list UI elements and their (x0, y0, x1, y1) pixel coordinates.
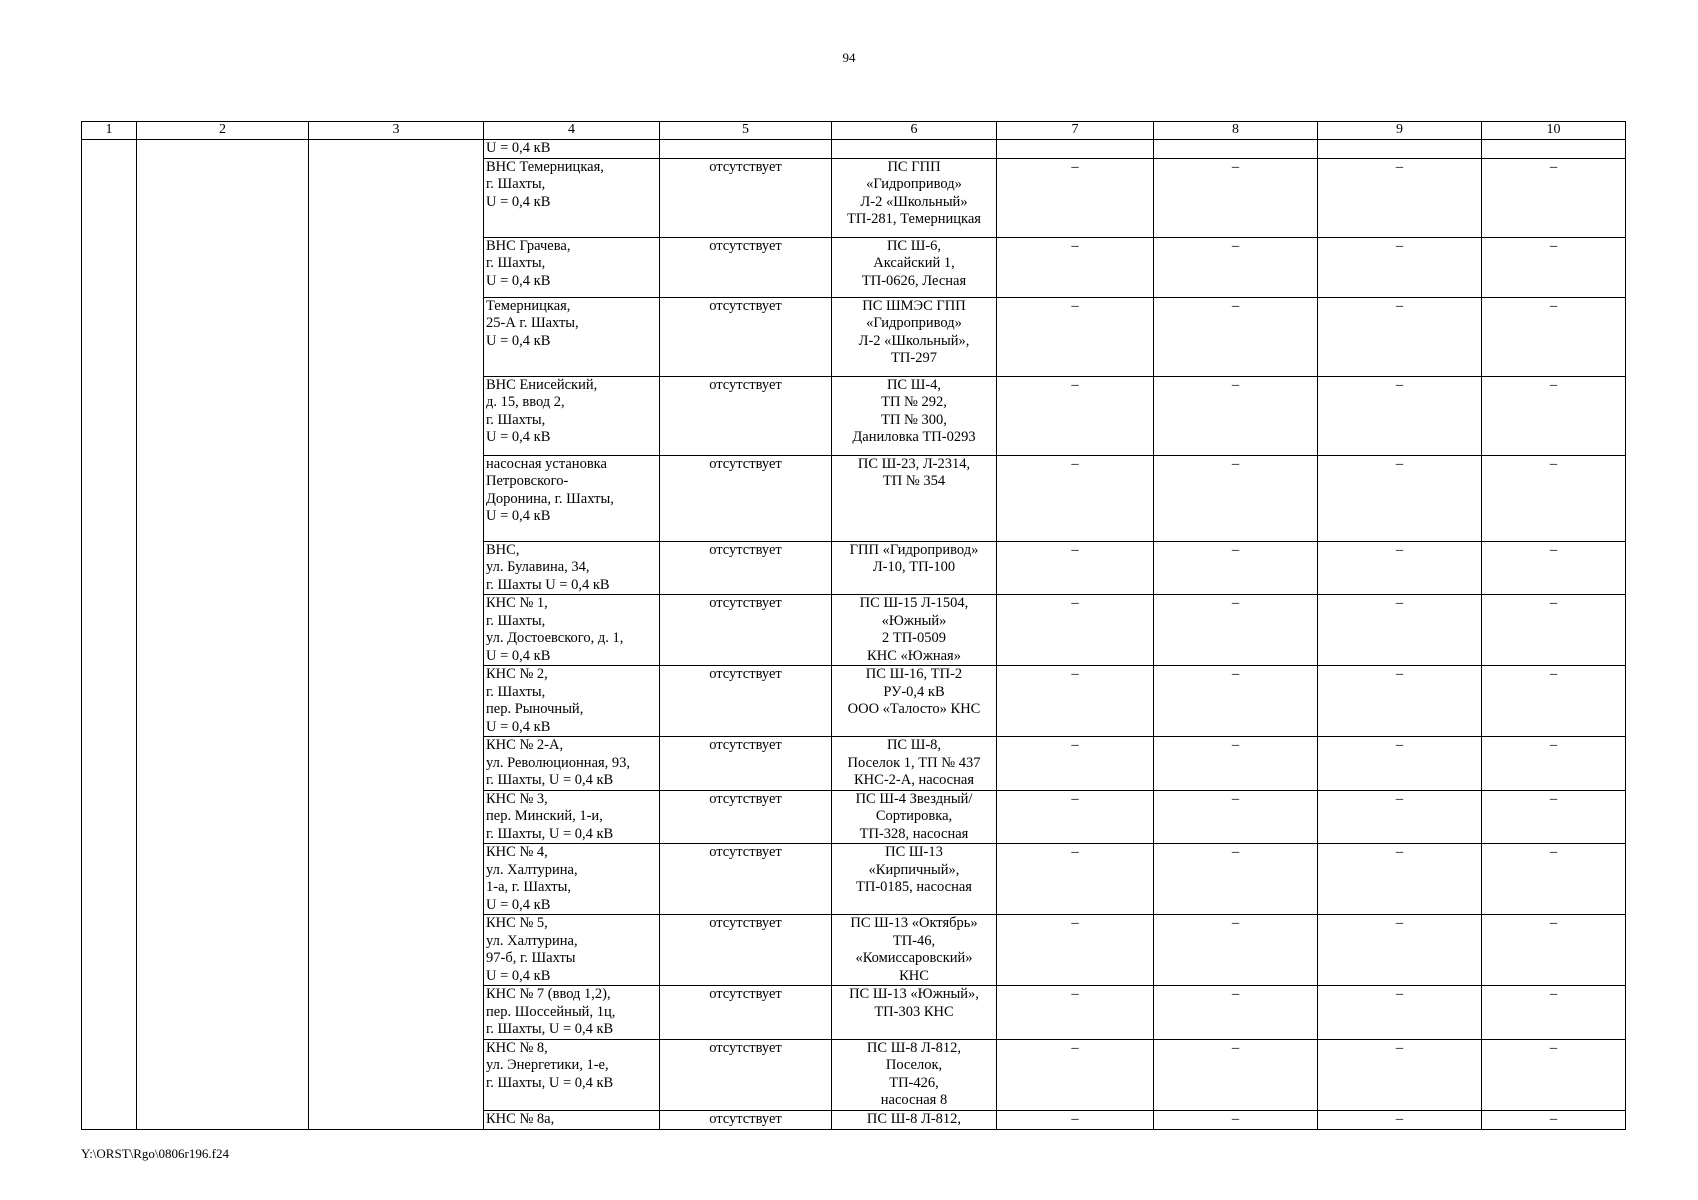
dash-cell-col-9: – (1318, 237, 1482, 297)
substation-cell (832, 541, 997, 595)
dash-cell-col-10: – (1482, 844, 1626, 915)
empty-cell (309, 541, 484, 595)
dash-cell-col-7: – (997, 595, 1154, 666)
empty-cell (82, 595, 137, 666)
substation-cell (832, 376, 997, 455)
substation-line: ПС ГПП (887, 158, 941, 175)
substation-line: Поселок, (885, 1057, 943, 1073)
substation-cell (832, 297, 997, 376)
facility-line: U = 0,4 кВ (486, 896, 551, 913)
facility-line: ВНС, (486, 541, 520, 558)
header-col-2: 2 (137, 122, 309, 140)
table-header-row (82, 122, 1626, 140)
facility-cell (484, 666, 660, 737)
facility-line: ул. Энергетики, 1-е, (486, 1057, 609, 1073)
dash-cell-col-9: – (1318, 1110, 1482, 1129)
header-col-9: 9 (1318, 122, 1482, 140)
facility-cell (484, 1039, 660, 1110)
dash-cell-col-10: – (1482, 915, 1626, 986)
empty-cell (137, 666, 309, 737)
facility-line: 1-а, г. Шахты, (486, 879, 571, 895)
dash-cell-col-10: – (1482, 541, 1626, 595)
empty-cell (309, 1039, 484, 1110)
substation-line: насосная 8 (880, 1092, 948, 1108)
empty-cell (137, 1039, 309, 1110)
facility-cell (484, 790, 660, 844)
dash-cell-col-9: – (1318, 790, 1482, 844)
dash-cell-col-9 (1318, 140, 1482, 159)
facility-line: г. Шахты, (486, 683, 546, 700)
dash-cell-col-7: – (997, 455, 1154, 541)
facility-cell (484, 237, 660, 297)
dash-cell-col-9: – (1318, 297, 1482, 376)
facility-cell (484, 158, 660, 237)
empty-cell (82, 737, 137, 791)
substation-line: ТП-46, (892, 932, 936, 949)
facility-line: пер. Шоссейный, 1ц, (486, 1003, 616, 1020)
substation-cell (832, 158, 997, 237)
empty-cell (82, 1039, 137, 1110)
substation-line: ГПП «Гидропривод» (849, 541, 979, 558)
facility-line: ул. Халтурина, (486, 932, 578, 949)
facility-line: U = 0,4 кВ (486, 429, 551, 445)
substation-line: ТП-0185, насосная (856, 879, 972, 895)
dash-cell-col-9: – (1318, 541, 1482, 595)
header-col-6: 6 (832, 122, 997, 140)
status-cell: отсутствует (660, 844, 832, 915)
substation-line: ПС Ш-13 «Октябрь» (850, 915, 978, 931)
header-col-10: 10 (1482, 122, 1626, 140)
facility-line: г. Шахты, U = 0,4 кВ (486, 772, 614, 788)
facility-line: ВНС Грачева, (486, 237, 571, 254)
substation-line: ПС Ш-13 «Южный», (849, 986, 979, 1002)
facility-line: U = 0,4 кВ (486, 332, 551, 349)
dash-cell-col-10: – (1482, 237, 1626, 297)
substation-line: Л-2 «Школьный», (858, 332, 970, 349)
empty-cell (82, 790, 137, 844)
substation-line: ТП-0626, Лесная (861, 272, 967, 289)
substation-line: ООО «Талосто» КНС (847, 701, 981, 717)
dash-cell-col-10: – (1482, 595, 1626, 666)
substation-line: ТП-328, насосная (859, 825, 969, 842)
document-table (81, 121, 1626, 1130)
facility-cell (484, 376, 660, 455)
substation-line: КНС «Южная» (867, 647, 961, 664)
table-row (82, 790, 1626, 844)
facility-line: Петровского- (486, 473, 569, 489)
empty-cell (137, 297, 309, 376)
status-cell: отсутствует (660, 986, 832, 1040)
empty-cell (137, 915, 309, 986)
facility-line: г. Шахты, (486, 411, 546, 428)
dash-cell-col-8: – (1154, 455, 1318, 541)
empty-cell (137, 140, 309, 159)
facility-line: г. Шахты, U = 0,4 кВ (486, 825, 614, 842)
dash-cell-col-7: – (997, 158, 1154, 237)
empty-cell (82, 455, 137, 541)
substation-line: ПС Ш-23, Л-2314, (857, 455, 971, 472)
substation-line: ПС Ш-4, (886, 376, 942, 393)
empty-cell (137, 595, 309, 666)
table-row (82, 915, 1626, 986)
substation-line: ТП № 300, (881, 411, 947, 428)
facility-cell (484, 455, 660, 541)
dash-cell-col-9: – (1318, 666, 1482, 737)
dash-cell-col-10: – (1482, 297, 1626, 376)
facility-cell (484, 915, 660, 986)
facility-cell (484, 737, 660, 791)
empty-cell (82, 1110, 137, 1129)
dash-cell-col-9: – (1318, 1039, 1482, 1110)
empty-cell (137, 455, 309, 541)
dash-cell-col-8: – (1154, 986, 1318, 1040)
facility-line: U = 0,4 кВ (486, 718, 551, 735)
substation-line: Поселок 1, ТП № 437 (847, 754, 981, 771)
dash-cell-col-7: – (997, 1039, 1154, 1110)
substation-line: КНС-2-А, насосная (854, 772, 974, 788)
dash-cell-col-8: – (1154, 158, 1318, 237)
facility-line: U = 0,4 кВ (486, 967, 551, 984)
dash-cell-col-9: – (1318, 376, 1482, 455)
dash-cell-col-7: – (997, 297, 1154, 376)
empty-cell (137, 790, 309, 844)
substation-line: Л-2 «Школьный» (860, 193, 968, 210)
facility-cell (484, 1110, 660, 1129)
substation-line: ПС Ш-15 Л-1504, (859, 595, 969, 611)
substation-cell (832, 455, 997, 541)
dash-cell-col-9: – (1318, 737, 1482, 791)
header-col-7: 7 (997, 122, 1154, 140)
facility-line: Доронина, г. Шахты, (486, 490, 614, 507)
empty-cell (82, 140, 137, 159)
empty-cell (82, 986, 137, 1040)
table-row (82, 666, 1626, 737)
dash-cell-col-10: – (1482, 986, 1626, 1040)
header-col-1: 1 (82, 122, 137, 140)
facility-line: ул. Халтурина, (486, 861, 578, 878)
substation-line: «Кирпичный», (868, 861, 960, 878)
status-cell: отсутствует (660, 158, 832, 237)
dash-cell-col-7: – (997, 376, 1154, 455)
facility-line: ул. Булавина, 34, (486, 559, 590, 575)
empty-cell (309, 1110, 484, 1129)
empty-cell (137, 1110, 309, 1129)
facility-line: КНС № 7 (ввод 1,2), (486, 986, 611, 1002)
dash-cell-col-7: – (997, 844, 1154, 915)
dash-cell-col-7 (997, 140, 1154, 159)
substation-line: ПС ШМЭС ГПП (862, 297, 966, 314)
dash-cell-col-10: – (1482, 737, 1626, 791)
dash-cell-col-8: – (1154, 666, 1318, 737)
facility-line: КНС № 4, (486, 844, 548, 860)
empty-cell (309, 915, 484, 986)
table-row (82, 595, 1626, 666)
dash-cell-col-9: – (1318, 158, 1482, 237)
facility-line: КНС № 1, (486, 595, 548, 611)
status-cell: отсутствует (660, 237, 832, 297)
substation-line: «Гидропривод» (866, 315, 962, 331)
empty-cell (82, 541, 137, 595)
empty-cell (137, 237, 309, 297)
status-cell: отсутствует (660, 1110, 832, 1129)
dash-cell-col-8: – (1154, 790, 1318, 844)
empty-cell (309, 666, 484, 737)
table-row (82, 1110, 1626, 1129)
empty-cell (82, 666, 137, 737)
facility-line: КНС № 8, (486, 1039, 548, 1056)
substation-line: ТП № 354 (882, 473, 946, 489)
dash-cell-col-9: – (1318, 844, 1482, 915)
table-row (82, 297, 1626, 376)
dash-cell-col-10: – (1482, 1039, 1626, 1110)
dash-cell-col-8: – (1154, 737, 1318, 791)
substation-line: КНС (899, 967, 929, 984)
dash-cell-col-8: – (1154, 376, 1318, 455)
empty-cell (82, 844, 137, 915)
facility-cell (484, 595, 660, 666)
status-cell: отсутствует (660, 1039, 832, 1110)
facility-line: U = 0,4 кВ (486, 647, 551, 664)
substation-cell (832, 986, 997, 1040)
table-row (82, 737, 1626, 791)
facility-line: пер. Рыночный, (486, 701, 584, 717)
empty-cell (309, 986, 484, 1040)
status-cell: отсутствует (660, 541, 832, 595)
substation-line: ТП-303 КНС (874, 1003, 954, 1020)
status-cell: отсутствует (660, 737, 832, 791)
dash-cell-col-7: – (997, 541, 1154, 595)
dash-cell-col-10: – (1482, 790, 1626, 844)
status-cell: отсутствует (660, 790, 832, 844)
dash-cell-col-7: – (997, 790, 1154, 844)
dash-cell-col-7: – (997, 237, 1154, 297)
substation-line: ПС Ш-16, ТП-2 (865, 666, 963, 682)
substation-line: ПС Ш-8, (886, 737, 942, 753)
dash-cell-col-7: – (997, 666, 1154, 737)
table-row (82, 237, 1626, 297)
table-row (82, 140, 1626, 159)
facility-line: КНС № 2-А, (486, 737, 564, 753)
facility-line: КНС № 2, (486, 666, 548, 682)
table-row (82, 1039, 1626, 1110)
substation-line: 2 ТП-0509 (881, 630, 947, 646)
substation-line: Аксайский 1, (873, 255, 955, 271)
facility-cell (484, 844, 660, 915)
substation-line: ТП-426, (889, 1074, 939, 1091)
facility-line: г. Шахты, (486, 176, 546, 192)
substation-line: Даниловка ТП-0293 (852, 429, 976, 445)
empty-cell (309, 737, 484, 791)
table-row (82, 986, 1626, 1040)
header-col-3: 3 (309, 122, 484, 140)
facility-line: U = 0,4 кВ (486, 508, 551, 524)
status-cell: отсутствует (660, 455, 832, 541)
dash-cell-col-8: – (1154, 844, 1318, 915)
empty-cell (82, 158, 137, 237)
status-cell: отсутствует (660, 915, 832, 986)
dash-cell-col-9: – (1318, 455, 1482, 541)
facility-cell (484, 140, 660, 159)
facility-line: ул. Достоевского, д. 1, (486, 630, 624, 646)
header-col-5: 5 (660, 122, 832, 140)
dash-cell-col-7: – (997, 915, 1154, 986)
substation-line: «Гидропривод» (866, 176, 962, 192)
facility-line: 25-А г. Шахты, (486, 315, 579, 331)
status-cell: отсутствует (660, 595, 832, 666)
facility-line: ВНС Енисейский, (486, 376, 598, 393)
substation-line: ПС Ш-4 Звездный/ (855, 790, 973, 807)
empty-cell (137, 986, 309, 1040)
substation-cell (832, 737, 997, 791)
substation-cell (832, 844, 997, 915)
substation-line: РУ-0,4 кВ (883, 683, 945, 700)
facility-line: U = 0,4 кВ (486, 140, 551, 156)
dash-cell-col-10: – (1482, 376, 1626, 455)
dash-cell-col-8: – (1154, 541, 1318, 595)
header-col-8: 8 (1154, 122, 1318, 140)
substation-cell (832, 595, 997, 666)
substation-line: ТП-297 (891, 350, 937, 366)
dash-cell-col-7: – (997, 737, 1154, 791)
facility-cell (484, 541, 660, 595)
empty-cell (309, 158, 484, 237)
dash-cell-col-8: – (1154, 595, 1318, 666)
substation-line: ТП № 292, (881, 394, 947, 410)
facility-line: 97-б, г. Шахты (486, 950, 576, 966)
dash-cell-col-8: – (1154, 237, 1318, 297)
substation-line: «Южный» (881, 612, 947, 629)
facility-line: Темерницкая, (486, 297, 571, 314)
status-cell: отсутствует (660, 297, 832, 376)
empty-cell (309, 237, 484, 297)
substation-cell (832, 1039, 997, 1110)
dash-cell-col-9: – (1318, 986, 1482, 1040)
empty-cell (309, 376, 484, 455)
facility-line: U = 0,4 кВ (486, 193, 551, 210)
substation-line: ПС Ш-6, (886, 237, 942, 254)
empty-cell (309, 455, 484, 541)
facility-line: г. Шахты, (486, 612, 546, 629)
facility-line: д. 15, ввод 2, (486, 394, 565, 410)
status-cell (660, 140, 832, 159)
substation-line: ПС Ш-8 Л-812, (866, 1039, 962, 1056)
substation-cell (832, 666, 997, 737)
substation-cell (832, 237, 997, 297)
facility-line: пер. Минский, 1-и, (486, 808, 603, 824)
facility-line: U = 0,4 кВ (486, 272, 551, 289)
facility-cell (484, 986, 660, 1040)
status-cell: отсутствует (660, 376, 832, 455)
dash-cell-col-9: – (1318, 915, 1482, 986)
substation-line: Л-10, ТП-100 (872, 559, 956, 575)
dash-cell-col-8: – (1154, 1110, 1318, 1129)
substation-line: ПС Ш-13 (885, 844, 943, 860)
facility-line: ул. Революционная, 93, (486, 754, 631, 771)
empty-cell (82, 297, 137, 376)
footer-file-path: Y:\ORST\Rgo\0806r196.f24 (81, 1146, 229, 1161)
facility-line: КНС № 8а, (486, 1110, 555, 1127)
facility-line: насосная установка (486, 455, 607, 472)
facility-line: ВНС Темерницкая, (486, 158, 604, 175)
empty-cell (137, 158, 309, 237)
facility-line: КНС № 5, (486, 915, 548, 931)
empty-cell (309, 595, 484, 666)
substation-cell (832, 140, 997, 159)
empty-cell (309, 297, 484, 376)
dash-cell-col-10: – (1482, 455, 1626, 541)
page-number: 94 (842, 50, 856, 65)
substation-line: «Комиссаровский» (855, 950, 973, 966)
substation-line: ПС Ш-8 Л-812, (866, 1110, 962, 1127)
table-row (82, 844, 1626, 915)
facility-line: г. Шахты, U = 0,4 кВ (486, 1021, 614, 1037)
dash-cell-col-9: – (1318, 595, 1482, 666)
empty-cell (137, 844, 309, 915)
empty-cell (82, 237, 137, 297)
facility-cell (484, 297, 660, 376)
dash-cell-col-8: – (1154, 297, 1318, 376)
dash-cell-col-10: – (1482, 158, 1626, 237)
substation-line: ТП-281, Темерницкая (847, 211, 981, 227)
empty-cell (309, 844, 484, 915)
facility-line: г. Шахты U = 0,4 кВ (486, 576, 610, 593)
dash-cell-col-8: – (1154, 1039, 1318, 1110)
empty-cell (309, 140, 484, 159)
dash-cell-col-10: – (1482, 666, 1626, 737)
substation-cell (832, 790, 997, 844)
facility-line: г. Шахты, U = 0,4 кВ (486, 1074, 614, 1091)
table-row (82, 158, 1626, 237)
facility-line: г. Шахты, (486, 255, 546, 271)
empty-cell (82, 376, 137, 455)
dash-cell-col-7: – (997, 986, 1154, 1040)
dash-cell-col-8 (1154, 140, 1318, 159)
empty-cell (82, 915, 137, 986)
header-col-4: 4 (484, 122, 660, 140)
empty-cell (137, 541, 309, 595)
empty-cell (309, 790, 484, 844)
dash-cell-col-8: – (1154, 915, 1318, 986)
facility-line: КНС № 3, (486, 790, 548, 807)
table-row (82, 376, 1626, 455)
substation-line: Сортировка, (875, 808, 953, 824)
substation-cell (832, 915, 997, 986)
dash-cell-col-10 (1482, 140, 1626, 159)
table-row (82, 455, 1626, 541)
empty-cell (137, 737, 309, 791)
dash-cell-col-10: – (1482, 1110, 1626, 1129)
dash-cell-col-7: – (997, 1110, 1154, 1129)
substation-cell (832, 1110, 997, 1129)
empty-cell (137, 376, 309, 455)
status-cell: отсутствует (660, 666, 832, 737)
table-row (82, 541, 1626, 595)
